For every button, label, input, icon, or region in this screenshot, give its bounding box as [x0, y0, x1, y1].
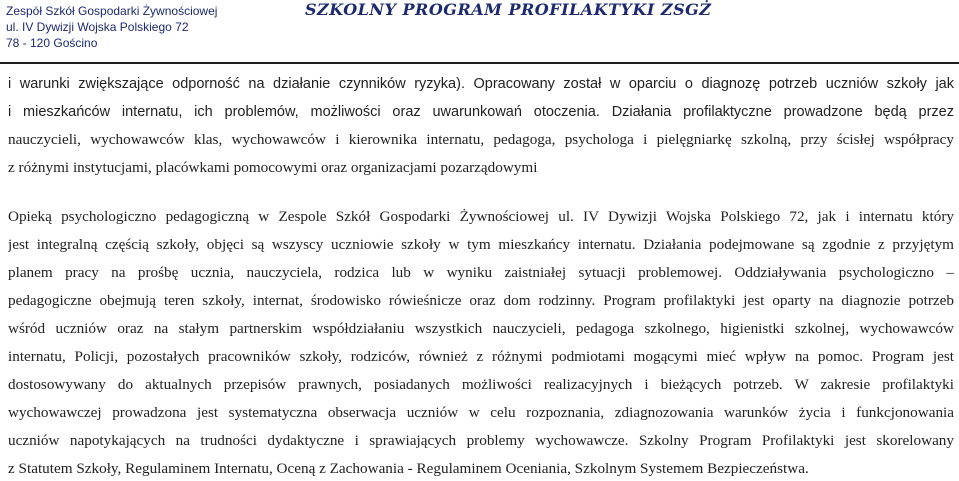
paragraph-2 [8, 203, 954, 481]
school-postcode-city: 78 - 120 Gościno [6, 36, 98, 50]
school-name: Zespół Szkół Gospodarki Żywnościowej [6, 4, 218, 18]
paragraph-1-line: z różnymi instytucjami, placówkami pomocowymi oraz organizacjami pozarządowymi [8, 159, 538, 176]
paragraph-2-line: dostosowywany do aktualnych przepisów prawnych, posiadanych możliwości realizacyjnych i bieżących potrzeb. W zakresie profilaktyki [8, 376, 954, 393]
paragraph-2-line: Opieką psychologiczno pedagogiczną w Zespole Szkół Gospodarki Żywnościowej ul. IV Dywizji Wojska Polskiego 72, jak i internatu który [8, 208, 954, 225]
paragraph-2-line: planem pracy na prośbę ucznia, nauczyciela, rodzica lub w wyniku zaistniałej sytuacji problemowej. Oddziaływania psychologiczno – [8, 264, 954, 281]
paragraph-2-line: jest integralną częścią szkoły, objęci są wszyscy uczniowie szkoły w tym mieszkańcy internatu. Działania podejmowane są zgodnie z przyjętym [8, 236, 954, 253]
paragraph-1 [8, 70, 954, 182]
paragraph-1-line: i mieszkańców internatu, ich problemów, możliwości oraz uwarunkowań otoczenia. Działania profilaktyczne prowadzone będą przez [8, 104, 954, 120]
paragraph-2-line: wychowawczej prowadzona jest systematyczna obserwacja uczniów w celu rozpoznania, zdiagnozowania warunków życia i funkcjonowania [8, 404, 954, 421]
paragraph-2-line: z Statutem Szkoły, Regulaminem Internatu, Oceną z Zachowania - Regulaminem Oceniania, Szkolnym Systemem Bezpieczeństwa. [8, 460, 809, 477]
paragraph-2-line: internatu, Policji, pozostałych pracowników szkoły, rodziców, również z różnymi podmiotami mogącymi mieć wpływ na pomoc. Program jest [8, 348, 954, 365]
page-header [0, 0, 959, 64]
paragraph-2-line: wśród uczniów oraz na stałym partnerskim współdziałaniu wszystkich nauczycieli, pedagoga szkolnego, higienistki szkolnej, wychowawców [8, 320, 954, 337]
program-title: SZKOLNY PROGRAM PROFILAKTYKI ZSGŻ [305, 0, 712, 19]
header-divider [0, 62, 959, 64]
paragraph-1-line: nauczycieli, wychowawców klas, wychowawców i kierownika internatu, pedagoga, psychologa i pielęgniarkę szkolną, przy ścisłej współpracy [8, 131, 954, 148]
paragraph-2-line: uczniów napotykających na trudności dydaktyczne i sprawiających problemy wychowawcze. Szkolny Program Profilaktyki jest skorelowany [8, 432, 954, 449]
school-street: ul. IV Dywizji Wojska Polskiego 72 [6, 20, 189, 34]
school-address [6, 3, 217, 51]
paragraph-1-line: i warunki zwiększające odporność na działanie czynników ryzyka). Opracowany został w oparciu o diagnozę potrzeb uczniów szkoły jak [8, 76, 954, 92]
paragraph-2-line: pedagogiczne obejmują teren szkoły, internat, środowisko rówieśnicze oraz dom rodzinny. Program profilaktyki jest oparty na diagnozie potrzeb [8, 292, 954, 309]
